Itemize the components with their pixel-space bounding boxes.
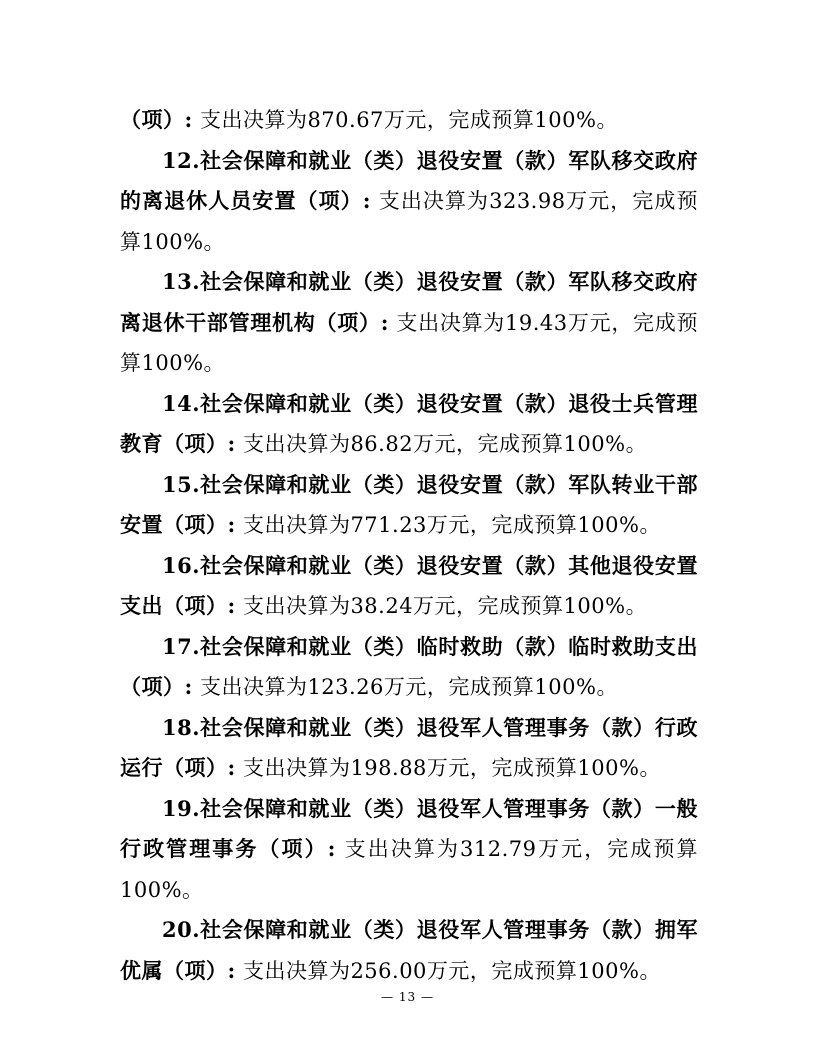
item-text: 支出决算为86.82万元，完成预算100%。 [235, 432, 648, 456]
item-text: 支出决算为771.23万元，完成预算100%。 [235, 513, 661, 537]
item-text: 支出决算为312.79万元，完成预算100%。 [120, 837, 698, 902]
item-heading: 18.社会保障和就业（类）退役军人管理事务（款）行政运行（项）: [120, 714, 698, 780]
item-heading: 19.社会保障和就业（类）退役军人管理事务（款）一般行政管理事务（项）: [120, 795, 698, 861]
paragraph-item-18 [120, 708, 698, 789]
item-text: 支出决算为38.24万元，完成预算100%。 [235, 594, 648, 618]
body-text [120, 100, 698, 991]
paragraph-item-11-continued [120, 100, 698, 141]
item-text: 支出决算为123.26万元，完成预算100%。 [192, 675, 618, 699]
page-number: — 13 — [381, 990, 434, 1004]
paragraph-item-16 [120, 546, 698, 627]
item-heading: 20.社会保障和就业（类）退役军人管理事务（款）拥军优属（项）: [120, 917, 698, 983]
paragraph-item-15 [120, 465, 698, 546]
item-heading: （项）: [120, 107, 193, 132]
paragraph-item-17 [120, 627, 698, 708]
paragraph-item-19 [120, 789, 698, 911]
item-heading: 15.社会保障和就业（类）退役安置（款）军队转业干部安置（项）: [120, 471, 698, 537]
paragraph-item-13 [120, 262, 698, 384]
item-text: 支出决算为870.67万元，完成预算100%。 [192, 108, 618, 132]
item-heading: 12.社会保障和就业（类）退役安置（款）军队移交政府的离退休人员安置（项）: [120, 147, 698, 213]
paragraph-item-20 [120, 910, 698, 991]
item-text: 支出决算为323.98万元，完成预算100%。 [120, 189, 698, 254]
item-heading: 14.社会保障和就业（类）退役安置（款）退役士兵管理教育（项）: [120, 390, 698, 456]
item-text: 支出决算为256.00万元，完成预算100%。 [235, 958, 661, 983]
paragraph-item-14 [120, 384, 698, 465]
item-text: 支出决算为198.88万元，完成预算100%。 [235, 756, 661, 780]
item-heading: 13.社会保障和就业（类）退役安置（款）军队移交政府离退休干部管理机构（项）: [120, 269, 698, 335]
item-heading: 17.社会保障和就业（类）临时救助（款）临时救助支出（项）: [120, 633, 698, 699]
item-heading: 16.社会保障和就业（类）退役安置（款）其他退役安置支出（项）: [120, 552, 698, 618]
paragraph-item-12 [120, 141, 698, 263]
item-text: 支出决算为19.43万元，完成预算100%。 [120, 310, 698, 375]
